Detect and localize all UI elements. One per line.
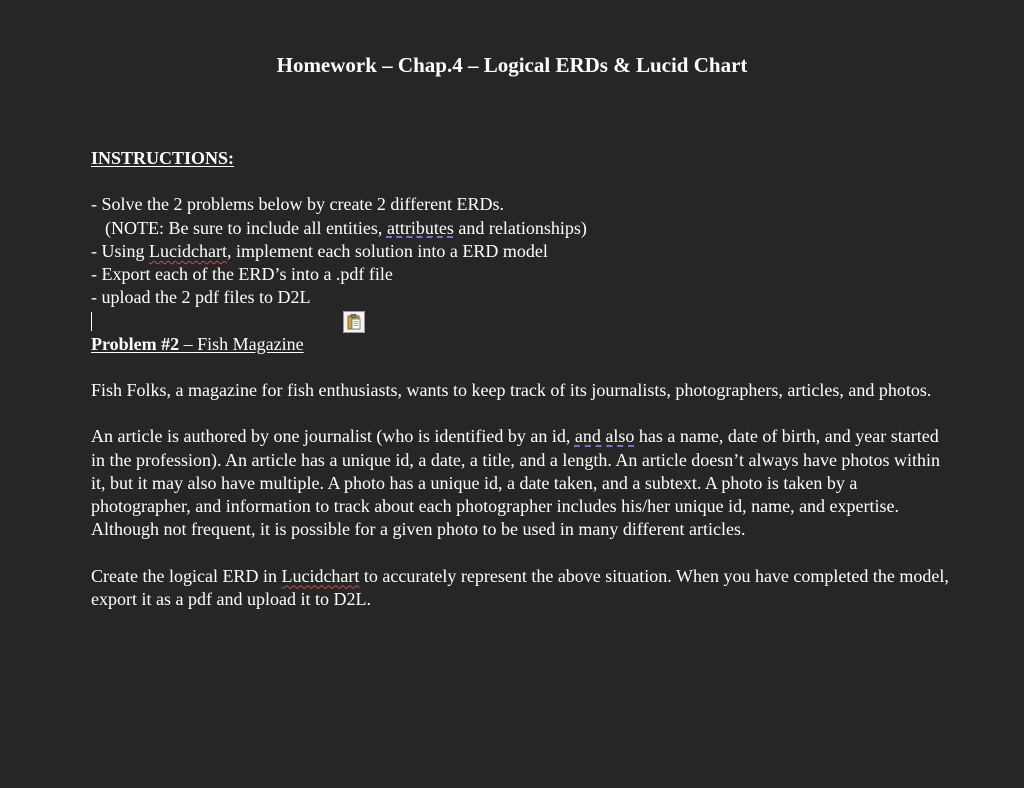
grammar-flag-and-also[interactable]: and also: [574, 426, 635, 447]
instruction-line-4: - Export each of the ERD’s into a .pdf file: [91, 264, 393, 284]
instruction-line-3: [91, 240, 951, 263]
paragraph-details-end: has a name, date of birth, and year started in the profession). An article has a unique id, a date, a title, and a length. An article doesn’t always have photos within it, but it may also have multiple. A photo has a unique id, a date taken, and a subtext. A photo is taken by a photographer, and information to track about each photographer includes his/her unique id, name, and expertise. Although not frequent, it is possible for a given photo to be used in many different articles.: [91, 426, 940, 540]
instructions-heading: INSTRUCTIONS:: [91, 148, 235, 168]
spell-flag-lucidchart-2[interactable]: Lucidchart: [281, 565, 360, 586]
instruction-line-1: - Solve the 2 problems below by create 2 different ERDs.: [91, 194, 505, 215]
instruction-line-3-start: - Using: [91, 240, 149, 261]
document-title: Homework – Chap.4 – Logical ERDs & Lucid Chart: [276, 53, 748, 77]
paste-options-icon[interactable]: [343, 311, 365, 333]
instruction-line-2-start: (NOTE: Be sure to include all entities,: [105, 217, 387, 238]
paragraph-task: [91, 565, 951, 611]
paragraph-intro: Fish Folks, a magazine for fish enthusiasts, wants to keep track of its journalists, photographers, articles, and photos.: [91, 379, 932, 400]
spell-flag-lucidchart[interactable]: Lucidchart: [149, 240, 227, 261]
paragraph-task-start: Create the logical ERD in: [91, 565, 282, 586]
cursor-row[interactable]: [91, 309, 951, 332]
instruction-line-5: - upload the 2 pdf files to D2L: [91, 287, 311, 308]
instruction-line-2-end: and relationships): [453, 217, 587, 238]
paragraph-details: [91, 425, 951, 541]
instruction-line-3-end: , implement each solution into a ERD model: [226, 240, 548, 261]
paragraph-task-end: to accurately represent the above situation. When you have completed the model, export it as a pdf and upload it to D2L.: [91, 565, 949, 609]
problem-separator: –: [179, 333, 198, 354]
document-body: [91, 147, 951, 634]
grammar-flag-attributes[interactable]: attributes: [386, 217, 454, 238]
problem-heading: [91, 333, 951, 356]
instruction-line-2: [91, 217, 951, 240]
problem-number: Problem #2: [91, 333, 180, 354]
text-cursor: [91, 312, 92, 331]
problem-name: Fish Magazine: [197, 333, 304, 354]
paragraph-details-start: An article is authored by one journalist (who is identified by an id,: [91, 426, 575, 447]
